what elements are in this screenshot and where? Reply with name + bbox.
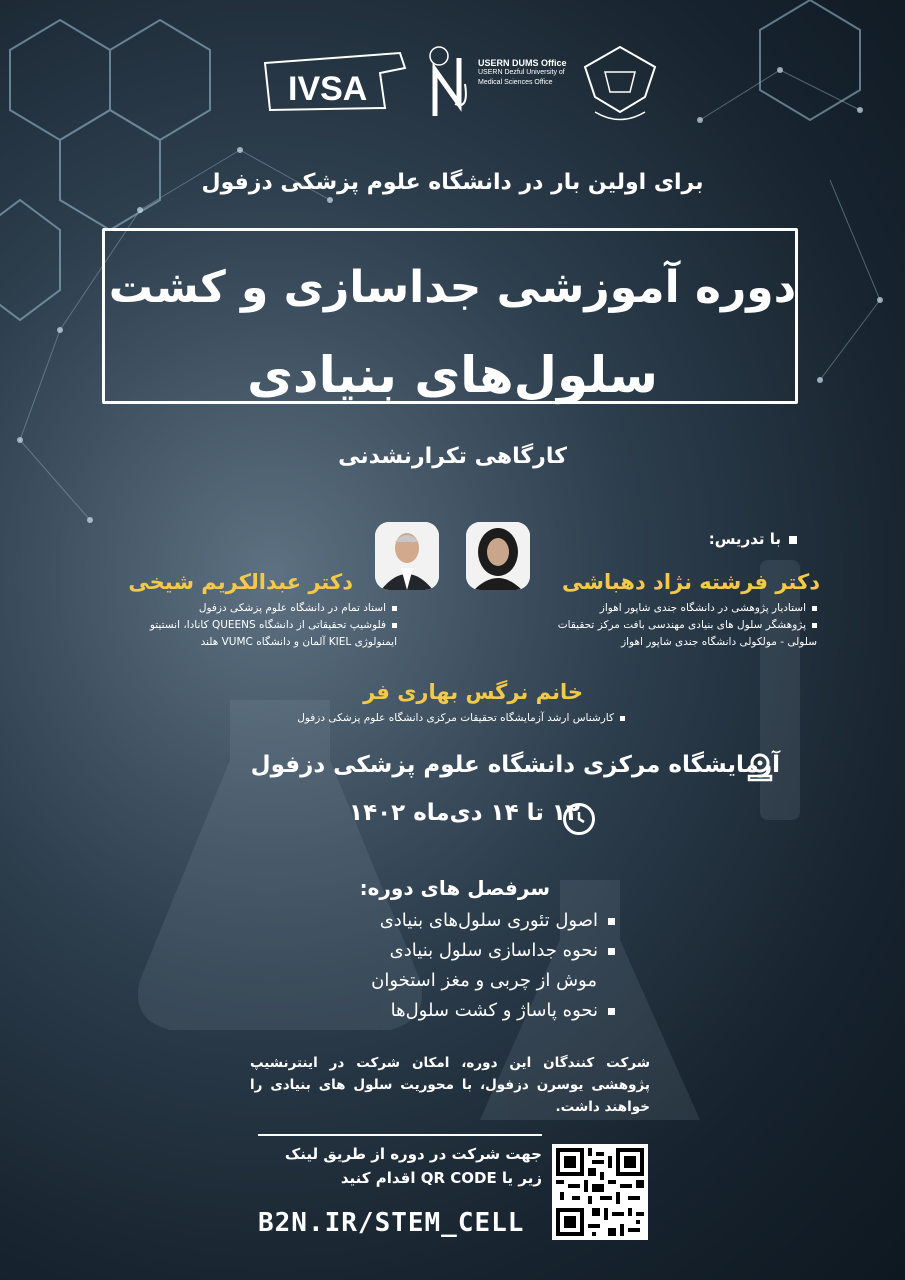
syllabus-item-text: نحوه جداسازی سلول بنیادی	[389, 940, 598, 961]
title-line-2: سلول‌های بنیادی	[247, 346, 658, 404]
qr-code-pattern	[552, 1144, 648, 1240]
bullet-icon	[620, 716, 625, 721]
event-location: آزمایشگاه مرکزی دانشگاه علوم پزشکی دزفول	[250, 752, 780, 778]
teacher-1-desc-3: سلولی - مولکولی دانشگاه جندی شاپور اهواز	[621, 636, 817, 648]
usern-logo-caption	[478, 58, 568, 88]
qr-code-icon[interactable]	[552, 1144, 648, 1240]
title-line-1: دوره آموزشی جداسازی و کشت	[108, 262, 797, 313]
syllabus-list	[285, 906, 615, 1026]
avatar-icon	[375, 522, 439, 590]
syllabus-title: سرفصل های دوره:	[359, 876, 550, 900]
cta-divider	[258, 1134, 542, 1136]
avatar-icon	[466, 522, 530, 590]
bullet-icon	[812, 606, 817, 611]
cta-line-2: زیر یا QR CODE اقدام کنید	[340, 1169, 542, 1187]
teacher-1-desc-1: استادیار پژوهشی در دانشگاه جندی شاپور اهواز	[599, 602, 806, 614]
teacher-1-name: دکتر فرشته نژاد دهباشی	[562, 570, 820, 594]
teacher-3-desc-1: کارشناس ارشد آزمایشگاه تحقیقات مرکزی دانشگاه علوم پزشکی دزفول	[297, 712, 614, 724]
registration-link[interactable]: B2N.IR/STEM_CELL	[258, 1208, 525, 1238]
teacher-2-desc-1: استاد تمام در دانشگاه علوم پزشکی دزفول	[198, 602, 386, 614]
syllabus-item-text: موش از چربی و مغز استخوان	[371, 970, 597, 991]
syllabus-item	[285, 906, 615, 936]
top-subtitle: برای اولین بار در دانشگاه علوم پزشکی دزفول	[201, 170, 704, 195]
bullet-icon	[608, 948, 615, 955]
teacher-3-name: خانم نرگس بهاری فر	[363, 680, 583, 704]
usern-title: USERN DUMS Office	[478, 58, 567, 68]
teachers-label-text: با تدریس:	[708, 530, 781, 548]
teacher-1-desc-2: پژوهشگر سلول های بنیادی مهندسی بافت مرکز تحقیقات	[557, 619, 806, 631]
teacher-2-desc	[97, 600, 397, 651]
cta-line-1: جهت شرکت در دوره از طریق لینک	[284, 1145, 542, 1163]
logo-bar	[250, 40, 670, 125]
teachers-label	[709, 530, 797, 548]
bullet-icon	[608, 1008, 615, 1015]
teacher-2-photo	[375, 522, 439, 590]
syllabus-item	[285, 936, 615, 966]
teacher-1-photo	[466, 522, 530, 590]
usern-logo	[425, 44, 475, 120]
teacher-2-name: دکتر عبدالکریم شیخی	[128, 570, 353, 594]
bullet-icon	[392, 606, 397, 611]
teacher-2-desc-2: فلوشیپ تحقیقاتی از دانشگاه QUEENS کانادا، انستیتو	[149, 619, 386, 631]
syllabus-item-text: نحوه پاساژ و کشت سلول‌ها	[390, 1000, 598, 1021]
bullet-icon	[608, 918, 615, 925]
workshop-tagline: کارگاهی تکرارنشدنی	[338, 444, 567, 469]
bullet-icon	[392, 623, 397, 628]
cta-text	[252, 1142, 542, 1190]
bullet-icon	[812, 623, 817, 628]
syllabus-item	[285, 996, 615, 1026]
internship-note: شرکت کنندگان این دوره، امکان شرکت در اینترنشیپ پژوهشی یوسرن دزفول، با محوریت سلول های بنیادی را خواهند داشت.	[250, 1055, 650, 1115]
syllabus-item-text: اصول تئوری سلول‌های بنیادی	[379, 910, 598, 931]
teacher-2-desc-3: ایمنولوژی KIEL آلمان و دانشگاه VUMC هلند	[200, 636, 397, 648]
ivsa-logo	[260, 48, 410, 118]
ivsa-logo-text: IVSA	[288, 70, 368, 108]
usern-subtitle: USERN Dezful University of Medical Sciences Office	[478, 69, 565, 86]
teacher-3-desc	[265, 710, 625, 727]
university-emblem-logo	[575, 42, 665, 122]
bullet-icon	[789, 536, 797, 544]
event-date: ۱۲ تا ۱۴ دی‌ماه ۱۴۰۲	[349, 800, 580, 826]
teacher-1-desc	[457, 600, 817, 651]
syllabus-item-continued	[285, 966, 597, 996]
